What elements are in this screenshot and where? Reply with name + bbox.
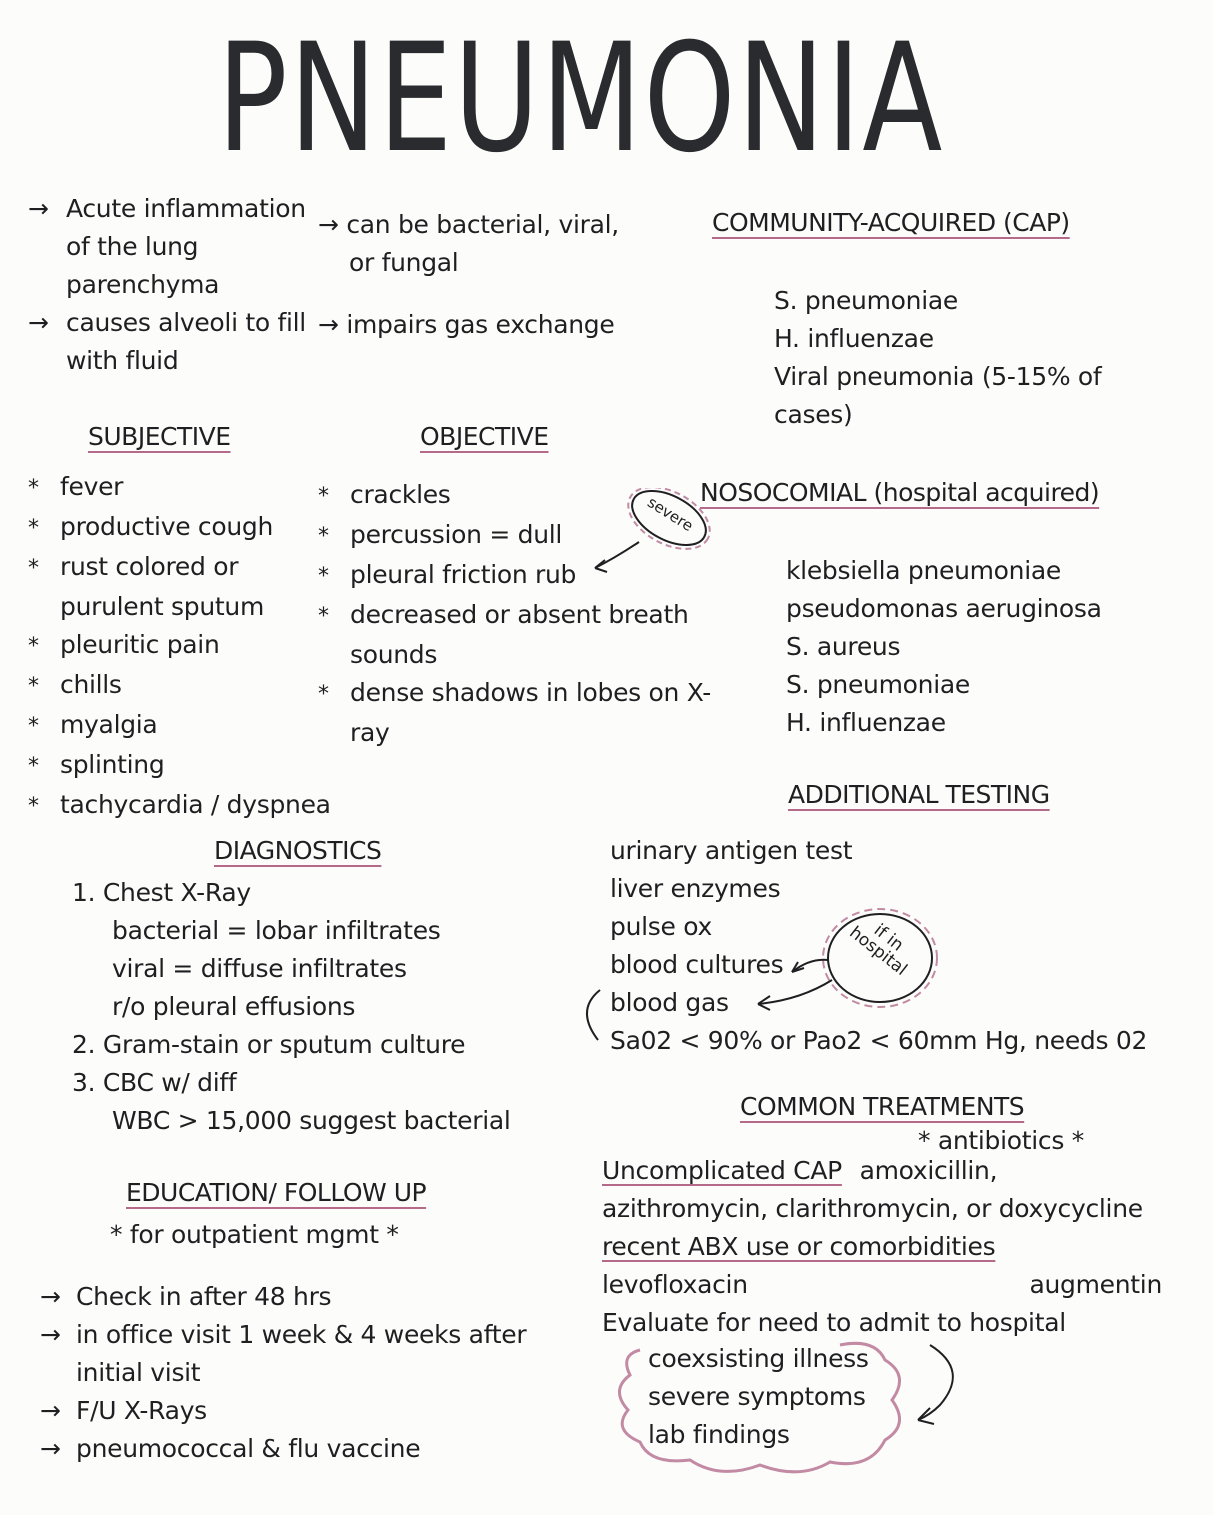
education-item-text: F/U X-Rays (76, 1396, 207, 1425)
intro-line2-b: with fluid (66, 346, 179, 375)
list-item-text: pleural friction rub (350, 560, 577, 589)
recent-abx-label: recent ABX use or comorbidities (602, 1232, 996, 1261)
if-in-hospital-label: if in hospital (845, 920, 911, 980)
list-item-text: fever (60, 472, 124, 501)
arrow-icon: → (28, 194, 49, 223)
intro-line1-a: Acute inflammation (66, 194, 306, 223)
asterisk-icon: * (28, 714, 39, 739)
education-item (40, 1278, 526, 1316)
intro-cause-text-b: or fungal (349, 248, 459, 277)
additional-item: blood cultures (610, 950, 784, 979)
arrow-icon: → (40, 1282, 61, 1311)
asterisk-icon: * (318, 682, 329, 707)
additional-heading: ADDITIONAL TESTING (788, 780, 1050, 809)
asterisk-icon: * (318, 484, 329, 509)
list-item-text: dense shadows in lobes on X- (350, 678, 712, 707)
list-item (28, 666, 331, 706)
diagnostics-line: 1. Chest X-Ray (72, 878, 251, 907)
admit-reasons (648, 1340, 869, 1454)
asterisk-icon: * (318, 564, 329, 589)
asterisk-icon: * (28, 516, 39, 541)
list-item-text: ray (350, 718, 390, 747)
additional-item: blood gas (610, 988, 729, 1017)
arrow-icon: → (40, 1396, 61, 1425)
diagnostics-line: viral = diffuse infiltrates (112, 954, 407, 983)
education-item (40, 1392, 526, 1430)
list-item (28, 508, 331, 548)
cap-item: H. influenzae (774, 324, 934, 353)
education-item-text: Check in after 48 hrs (76, 1282, 332, 1311)
asterisk-icon: * (318, 524, 329, 549)
intro-block (28, 190, 306, 380)
admit-reason: coexsisting illness (648, 1344, 869, 1373)
list-item (28, 706, 331, 746)
nosocomial-item: klebsiella pneumoniae (786, 556, 1061, 585)
list-item (28, 626, 331, 666)
diagnostics-list (72, 874, 511, 1140)
list-item-text: tachycardia / dyspnea (60, 790, 331, 819)
list-item-text: decreased or absent breath (350, 600, 689, 629)
nosocomial-list (786, 552, 1102, 742)
list-item (28, 786, 331, 826)
arrow-icon: → (318, 210, 339, 239)
uncomplicated-cap-label: Uncomplicated CAP (602, 1156, 842, 1185)
intro-line1-b: of the lung (66, 232, 199, 261)
asterisk-icon: * (318, 604, 329, 629)
nosocomial-item: S. pneumoniae (786, 670, 970, 699)
cap-item: cases) (774, 400, 853, 429)
list-item (28, 588, 331, 626)
list-item-text: productive cough (60, 512, 274, 541)
subjective-list (28, 468, 331, 826)
cap-list (774, 282, 1154, 434)
additional-item: pulse ox (610, 912, 712, 941)
list-item-text: pleuritic pain (60, 630, 220, 659)
intro-cause-text: can be bacterial, viral, (346, 210, 619, 239)
list-item-text: percussion = dull (350, 520, 563, 549)
cap-item: Viral pneumonia (5-15% of (774, 362, 1102, 391)
diagnostics-line: 3. CBC w/ diff (72, 1068, 237, 1097)
subjective-heading: SUBJECTIVE (88, 422, 231, 451)
uncomplicated-drugs: amoxicillin, (859, 1156, 998, 1185)
arrow-icon: → (40, 1320, 61, 1349)
treatments-sub: * antibiotics * (918, 1126, 1084, 1155)
admit-reason: severe symptoms (648, 1382, 866, 1411)
list-item (28, 468, 331, 508)
treatments-block (602, 1152, 1162, 1342)
list-item-text: sounds (350, 640, 438, 669)
severe-label: severe (644, 493, 697, 536)
asterisk-icon: * (28, 754, 39, 779)
asterisk-icon: * (28, 794, 39, 819)
list-item (318, 636, 711, 674)
additional-item: Sa02 < 90% or Pao2 < 60mm Hg, needs 02 (610, 1026, 1148, 1055)
diagnostics-line: 2. Gram-stain or sputum culture (72, 1030, 466, 1059)
diagnostics-line: bacterial = lobar infiltrates (112, 916, 441, 945)
uncomplicated-drugs-line2: azithromycin, clarithromycin, or doxycycline (602, 1194, 1143, 1223)
list-item (318, 674, 711, 714)
list-item-text: myalgia (60, 710, 158, 739)
list-item (28, 548, 331, 588)
asterisk-icon: * (28, 634, 39, 659)
arrow-icon: → (28, 308, 49, 337)
list-item-text: splinting (60, 750, 165, 779)
additional-item: liver enzymes (610, 874, 781, 903)
nosocomial-item: pseudomonas aeruginosa (786, 594, 1102, 623)
arrow-icon: → (40, 1434, 61, 1463)
evaluate-admit: Evaluate for need to admit to hospital (602, 1308, 1066, 1337)
nosocomial-heading: NOSOCOMIAL (hospital acquired) (700, 478, 1100, 507)
intro-effect-text: impairs gas exchange (346, 310, 615, 339)
intro-line1-c: parenchyma (66, 270, 220, 299)
education-heading: EDUCATION/ FOLLOW UP (126, 1178, 427, 1207)
list-item-text: chills (60, 670, 122, 699)
recent-drug-levofloxacin: levofloxacin (602, 1270, 748, 1299)
additional-item: urinary antigen test (610, 836, 853, 865)
asterisk-icon: * (28, 476, 39, 501)
diagnostics-heading: DIAGNOSTICS (214, 836, 382, 865)
recent-drug-augmentin: augmentin (1029, 1270, 1162, 1299)
intro-effect (318, 306, 614, 344)
education-item-text: initial visit (76, 1358, 201, 1387)
list-item-text: crackles (350, 480, 451, 509)
education-list (40, 1278, 526, 1468)
list-item-text: purulent sputum (60, 592, 264, 621)
education-item-text: in office visit 1 week & 4 weeks after (76, 1320, 527, 1349)
education-item (40, 1354, 526, 1392)
nosocomial-item: S. aureus (786, 632, 901, 661)
nosocomial-item: H. influenzae (786, 708, 946, 737)
diagnostics-line: WBC > 15,000 suggest bacterial (112, 1106, 511, 1135)
education-item (40, 1316, 526, 1354)
list-item (318, 596, 711, 636)
education-item (40, 1430, 526, 1468)
cap-item: S. pneumoniae (774, 286, 958, 315)
list-item-text: rust colored or (60, 552, 239, 581)
intro-line2-a: causes alveoli to fill (66, 308, 306, 337)
education-item-text: pneumococcal & flu vaccine (76, 1434, 421, 1463)
education-sub: * for outpatient mgmt * (110, 1220, 399, 1249)
arrow-icon: → (318, 310, 339, 339)
list-item (318, 714, 711, 752)
treatments-heading: COMMON TREATMENTS (740, 1092, 1025, 1121)
asterisk-icon: * (28, 556, 39, 581)
list-item (28, 746, 331, 786)
cap-heading: COMMUNITY-ACQUIRED (CAP) (712, 208, 1070, 237)
page-title: PNEUMONIA (217, 12, 944, 186)
objective-heading: OBJECTIVE (420, 422, 549, 451)
diagnostics-line: r/o pleural effusions (112, 992, 356, 1021)
intro-cause (318, 206, 619, 282)
admit-reason: lab findings (648, 1420, 790, 1449)
asterisk-icon: * (28, 674, 39, 699)
